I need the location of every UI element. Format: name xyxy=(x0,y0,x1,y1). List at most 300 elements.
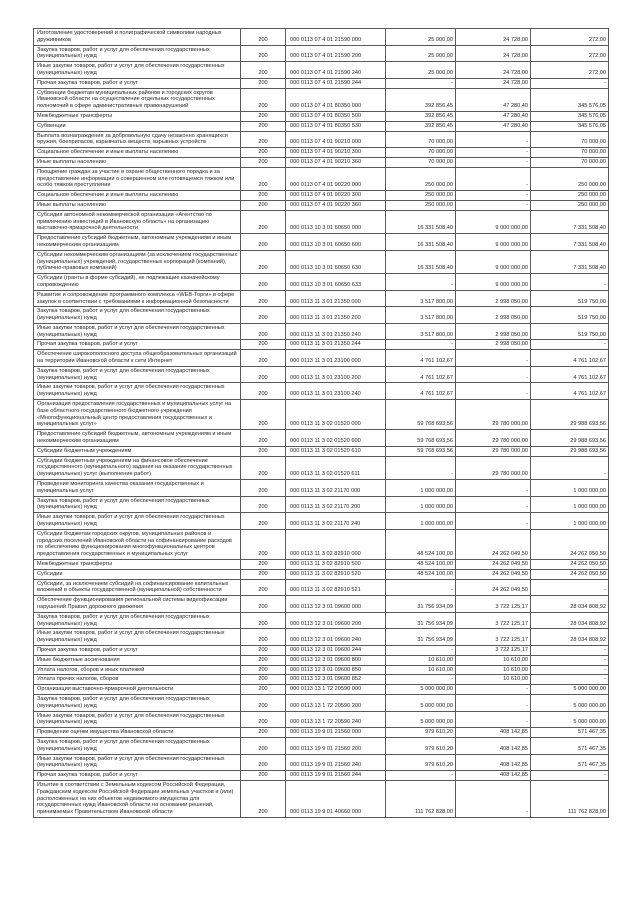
row-budget-code: 000 0113 07 4 01 21590 000 xyxy=(286,29,386,46)
table-row xyxy=(34,529,609,559)
row-executed-amount: 3 722 125,17 xyxy=(456,612,531,629)
row-executed-amount: 24 728,00 xyxy=(456,78,531,88)
row-executed-amount: 24 728,00 xyxy=(456,29,531,46)
row-name: Проведение оценки имущества Ивановской области xyxy=(34,728,241,738)
row-budget-code: 000 0113 19 9 01 21560 244 xyxy=(286,771,386,781)
row-unexecuted-amount: 571 467,35 xyxy=(531,754,609,771)
row-executed-amount: 2 998 050,00 xyxy=(456,290,531,307)
table-row xyxy=(34,629,609,646)
row-executed-amount: 3 722 125,17 xyxy=(456,645,531,655)
row-approved-amount: 25 000,00 xyxy=(386,29,456,46)
row-line-code: 200 xyxy=(241,45,286,62)
row-unexecuted-amount: - xyxy=(531,675,609,685)
row-budget-code: 000 0113 11 3 01 21350 240 xyxy=(286,323,386,340)
row-budget-code: 000 0113 07 4 01 90220 000 xyxy=(286,167,386,190)
table-row xyxy=(34,655,609,665)
row-budget-code: 000 0113 19 9 01 21560 000 xyxy=(286,728,386,738)
row-line-code: 200 xyxy=(241,78,286,88)
row-budget-code: 000 0113 12 3 01 09600 852 xyxy=(286,675,386,685)
row-approved-amount: 3 517 800,00 xyxy=(386,290,456,307)
row-executed-amount: - xyxy=(456,383,531,400)
row-line-code: 200 xyxy=(241,771,286,781)
table-row xyxy=(34,771,609,781)
row-name: Субсидии некоммерческим организациям (за исключением государственных (муниципальных) учреждений, государственных корпораций (компаний), публично-правовых компаний) xyxy=(34,250,241,273)
row-line-code: 200 xyxy=(241,307,286,324)
row-executed-amount: 2 998 050,00 xyxy=(456,340,531,350)
table-row xyxy=(34,29,609,46)
row-executed-amount: 9 000 000,00 xyxy=(456,234,531,251)
row-budget-code: 000 0113 11 3 02 01520 000 xyxy=(286,400,386,430)
row-budget-code: 000 0113 11 3 01 21350 200 xyxy=(286,307,386,324)
row-line-code: 200 xyxy=(241,350,286,367)
row-line-code: 200 xyxy=(241,754,286,771)
row-budget-code: 000 0113 12 3 01 09600 200 xyxy=(286,612,386,629)
row-line-code: 200 xyxy=(241,323,286,340)
row-unexecuted-amount: 519 750,00 xyxy=(531,290,609,307)
row-name: Развитие и сопровождение программного комплекса «WEB-Торги» в сфере закупок в соответствии с требованиями к информационной безопасности xyxy=(34,290,241,307)
row-name: Прочая закупка товаров, работ и услуг xyxy=(34,340,241,350)
row-executed-amount: 408 142,85 xyxy=(456,754,531,771)
row-unexecuted-amount: 571 467,35 xyxy=(531,737,609,754)
row-executed-amount: - xyxy=(456,131,531,148)
row-unexecuted-amount: 24 262 050,50 xyxy=(531,529,609,559)
row-budget-code: 000 0113 07 4 01 80350 000 xyxy=(286,88,386,111)
row-executed-amount: 3 722 125,17 xyxy=(456,596,531,613)
row-line-code: 200 xyxy=(241,529,286,559)
row-budget-code: 000 0113 07 4 01 90210 000 xyxy=(286,131,386,148)
row-executed-amount: - xyxy=(456,513,531,530)
row-approved-amount: 59 768 693,56 xyxy=(386,400,456,430)
row-budget-code: 000 0113 07 4 01 90220 360 xyxy=(286,200,386,210)
row-line-code: 200 xyxy=(241,737,286,754)
budget-execution-table xyxy=(33,28,609,818)
row-line-code: 200 xyxy=(241,480,286,497)
row-unexecuted-amount: 5 000 000,00 xyxy=(531,685,609,695)
row-unexecuted-amount: 28 034 808,92 xyxy=(531,612,609,629)
row-name: Изготовление удостоверений и полиграфической символики народных дружинников xyxy=(34,29,241,46)
table-row xyxy=(34,323,609,340)
row-executed-amount: 47 280,40 xyxy=(456,111,531,121)
row-executed-amount: 29 780 000,00 xyxy=(456,400,531,430)
row-approved-amount: 31 756 934,09 xyxy=(386,612,456,629)
row-line-code: 200 xyxy=(241,210,286,233)
table-row xyxy=(34,191,609,201)
row-approved-amount: - xyxy=(386,645,456,655)
row-name: Иные закупки товаров, работ и услуг для обеспечения государственных (муниципальных) нужд xyxy=(34,383,241,400)
row-executed-amount: 9 000 000,00 xyxy=(456,210,531,233)
row-budget-code: 000 0113 11 3 02 82910 000 xyxy=(286,529,386,559)
row-budget-code: 000 0113 12 3 01 09600 850 xyxy=(286,665,386,675)
table-row xyxy=(34,88,609,111)
table-row xyxy=(34,430,609,447)
row-budget-code: 000 0113 13 1 72 20590 000 xyxy=(286,685,386,695)
table-row xyxy=(34,579,609,596)
row-line-code: 200 xyxy=(241,200,286,210)
row-name: Проведение мониторинга качества оказания государственных и муниципальных услуг xyxy=(34,480,241,497)
table-row xyxy=(34,612,609,629)
row-name: Иные выплаты населению xyxy=(34,157,241,167)
row-approved-amount: 250 000,00 xyxy=(386,200,456,210)
row-line-code: 200 xyxy=(241,685,286,695)
row-approved-amount: 5 000 000,00 xyxy=(386,685,456,695)
row-name: Иные закупки товаров, работ и услуг для обеспечения государственных (муниципальных) нужд xyxy=(34,513,241,530)
table-body xyxy=(34,29,609,818)
row-line-code: 200 xyxy=(241,513,286,530)
row-name: Субвенции бюджетам муниципальных районов и городских округов Ивановской области на осуществление отдельных государственных полномочий в сфере административных правонарушений xyxy=(34,88,241,111)
row-unexecuted-amount: 4 761 102,67 xyxy=(531,366,609,383)
row-approved-amount: 59 768 693,56 xyxy=(386,446,456,456)
table-row xyxy=(34,210,609,233)
row-approved-amount: 10 610,00 xyxy=(386,655,456,665)
table-row xyxy=(34,307,609,324)
row-executed-amount: 24 728,00 xyxy=(456,62,531,79)
row-line-code: 200 xyxy=(241,111,286,121)
row-budget-code: 000 0113 07 4 01 90210 360 xyxy=(286,157,386,167)
row-approved-amount: 16 331 508,40 xyxy=(386,250,456,273)
row-budget-code: 000 0113 19 9 01 21560 240 xyxy=(286,754,386,771)
row-line-code: 200 xyxy=(241,88,286,111)
table-row xyxy=(34,560,609,570)
row-unexecuted-amount: - xyxy=(531,771,609,781)
row-budget-code: 000 0113 11 3 02 82910 520 xyxy=(286,569,386,579)
row-approved-amount: - xyxy=(386,340,456,350)
row-line-code: 200 xyxy=(241,496,286,513)
table-row xyxy=(34,250,609,273)
row-executed-amount: - xyxy=(456,685,531,695)
table-row xyxy=(34,711,609,728)
row-name: Выплата вознаграждения за добровольную сдачу незаконно хранящихся оружия, боеприпасов, взрывчатых веществ, взрывных устройств xyxy=(34,131,241,148)
row-budget-code: 000 0113 10 3 01 60650 600 xyxy=(286,234,386,251)
row-unexecuted-amount: 250 000,00 xyxy=(531,191,609,201)
row-line-code: 200 xyxy=(241,148,286,158)
row-unexecuted-amount: 571 467,35 xyxy=(531,728,609,738)
row-line-code: 200 xyxy=(241,456,286,479)
row-line-code: 200 xyxy=(241,728,286,738)
row-budget-code: 000 0113 11 3 01 23100 240 xyxy=(286,383,386,400)
row-name: Закупка товаров, работ и услуг для обеспечения государственных (муниципальных) нужд xyxy=(34,694,241,711)
row-name: Закупка товаров, работ и услуг для обеспечения государственных (муниципальных) нужд xyxy=(34,45,241,62)
row-name: Иные выплаты населению xyxy=(34,200,241,210)
row-approved-amount: 3 517 800,00 xyxy=(386,323,456,340)
row-executed-amount: 47 280,40 xyxy=(456,88,531,111)
table-row xyxy=(34,121,609,131)
row-name: Субсидии, за исключением субсидий на софинансирование капитальных вложений в объекты государственной (муниципальной) собственности xyxy=(34,579,241,596)
row-approved-amount: 5 000 000,00 xyxy=(386,711,456,728)
row-unexecuted-amount: 272,00 xyxy=(531,62,609,79)
row-budget-code: 000 0113 07 4 01 21590 240 xyxy=(286,62,386,79)
row-name: Закупка товаров, работ и услуг для обеспечения государственных (муниципальных) нужд xyxy=(34,737,241,754)
row-unexecuted-amount: 5 000 000,00 xyxy=(531,711,609,728)
row-budget-code: 000 0113 11 3 01 23100 200 xyxy=(286,366,386,383)
row-unexecuted-amount: - xyxy=(531,655,609,665)
row-unexecuted-amount: 28 034 808,92 xyxy=(531,596,609,613)
row-approved-amount: 5 000 000,00 xyxy=(386,694,456,711)
row-name: Субсидии (гранты в форме субсидий), не подлежащие казначейскому сопровождению xyxy=(34,274,241,291)
row-executed-amount: - xyxy=(456,200,531,210)
row-name: Организация выставочно-ярмарочной деятельности xyxy=(34,685,241,695)
row-approved-amount: 250 000,00 xyxy=(386,167,456,190)
row-approved-amount: 70 000,00 xyxy=(386,148,456,158)
row-name: Субсидия автономной некоммерческой организации «Агентство по привлечению инвестиций в Ивановскую область» на организацию выставочно-ярмарочной деятельности xyxy=(34,210,241,233)
row-unexecuted-amount: 1 000 000,00 xyxy=(531,513,609,530)
row-executed-amount: - xyxy=(456,191,531,201)
row-budget-code: 000 0113 07 4 01 90210 300 xyxy=(286,148,386,158)
row-unexecuted-amount: 345 576,05 xyxy=(531,88,609,111)
row-name: Субсидии бюджетным учреждениям на финансовое обеспечение государственного (муниципального) задания на оказание государственных (муниципальных) услуг (выполнение работ) xyxy=(34,456,241,479)
row-executed-amount: 3 722 125,17 xyxy=(456,629,531,646)
row-unexecuted-amount: 29 988 693,56 xyxy=(531,400,609,430)
row-executed-amount: - xyxy=(456,496,531,513)
row-executed-amount: - xyxy=(456,694,531,711)
table-row xyxy=(34,446,609,456)
row-name: Иные закупки товаров, работ и услуг для обеспечения государственных (муниципальных) нужд xyxy=(34,629,241,646)
row-line-code: 200 xyxy=(241,645,286,655)
table-row xyxy=(34,569,609,579)
row-executed-amount: 2 998 050,00 xyxy=(456,323,531,340)
row-approved-amount: 392 856,45 xyxy=(386,121,456,131)
row-name: Закупка товаров, работ и услуг для обеспечения государственных (муниципальных) нужд xyxy=(34,612,241,629)
table-row xyxy=(34,45,609,62)
row-line-code: 200 xyxy=(241,711,286,728)
row-name: Закупка товаров, работ и услуг для обеспечения государственных (муниципальных) нужд xyxy=(34,366,241,383)
table-row xyxy=(34,665,609,675)
row-unexecuted-amount: - xyxy=(531,78,609,88)
row-approved-amount: - xyxy=(386,579,456,596)
row-name: Субвенции xyxy=(34,121,241,131)
row-executed-amount: 10 610,00 xyxy=(456,665,531,675)
row-line-code: 200 xyxy=(241,446,286,456)
row-approved-amount: 70 000,00 xyxy=(386,131,456,148)
row-name: Обеспечение функционирования региональной системы видеофиксации нарушений Правил дорожного движения xyxy=(34,596,241,613)
row-name: Уплата прочих налогов, сборов xyxy=(34,675,241,685)
row-approved-amount: 1 000 000,00 xyxy=(386,480,456,497)
row-budget-code: 000 0113 12 3 01 09600 000 xyxy=(286,596,386,613)
row-budget-code: 000 0113 11 3 01 21350 244 xyxy=(286,340,386,350)
row-line-code: 200 xyxy=(241,290,286,307)
row-name: Иные закупки товаров, работ и услуг для обеспечения государственных (муниципальных) нужд xyxy=(34,711,241,728)
row-budget-code: 000 0113 07 4 01 21590 244 xyxy=(286,78,386,88)
row-executed-amount: - xyxy=(456,780,531,817)
row-approved-amount: - xyxy=(386,78,456,88)
row-budget-code: 000 0113 07 4 01 80350 530 xyxy=(286,121,386,131)
row-unexecuted-amount: 4 761 102,67 xyxy=(531,350,609,367)
row-unexecuted-amount: 519 750,00 xyxy=(531,307,609,324)
row-unexecuted-amount: - xyxy=(531,340,609,350)
row-executed-amount: 9 000 000,00 xyxy=(456,250,531,273)
row-line-code: 200 xyxy=(241,780,286,817)
row-executed-amount: 24 262 049,50 xyxy=(456,569,531,579)
row-name: Поощрение граждан за участие в охране общественного порядка и за предоставление информации о совершенном или готовящемся тяжком или особо тяжком преступлении xyxy=(34,167,241,190)
row-budget-code: 000 0113 19 9 01 21560 200 xyxy=(286,737,386,754)
row-name: Межбюджетные трансферты xyxy=(34,560,241,570)
table-row xyxy=(34,400,609,430)
row-executed-amount: 408 142,85 xyxy=(456,737,531,754)
row-executed-amount: 408 142,85 xyxy=(456,728,531,738)
row-budget-code: 000 0113 10 3 01 60650 633 xyxy=(286,274,386,291)
row-name: Прочая закупка товаров, работ и услуг xyxy=(34,771,241,781)
row-line-code: 200 xyxy=(241,366,286,383)
row-approved-amount: 48 524 100,00 xyxy=(386,529,456,559)
row-line-code: 200 xyxy=(241,234,286,251)
table-row xyxy=(34,274,609,291)
row-name: Межбюджетные трансферты xyxy=(34,111,241,121)
row-budget-code: 000 0113 07 4 01 80350 500 xyxy=(286,111,386,121)
row-unexecuted-amount: 1 000 000,00 xyxy=(531,496,609,513)
row-approved-amount: - xyxy=(386,456,456,479)
row-unexecuted-amount: 28 034 808,92 xyxy=(531,629,609,646)
row-approved-amount: - xyxy=(386,675,456,685)
row-name: Изъятие в соответствии с Земельным кодексом Российской Федерации, Гражданским кодексом Российской Федерации земельных участков и (или) расположенных на них объектов недвижимого имущества для государственных нужд Ивановской области на основании решений, принимаемых Правительством Ивановской области xyxy=(34,780,241,817)
row-executed-amount: 24 262 049,50 xyxy=(456,529,531,559)
row-approved-amount: 4 761 102,67 xyxy=(386,366,456,383)
row-budget-code: 000 0113 11 3 02 01520 611 xyxy=(286,456,386,479)
row-approved-amount: 16 331 508,40 xyxy=(386,210,456,233)
table-row xyxy=(34,62,609,79)
table-row xyxy=(34,456,609,479)
row-approved-amount: 979 610,20 xyxy=(386,754,456,771)
table-row xyxy=(34,383,609,400)
row-name: Субсидии xyxy=(34,569,241,579)
row-unexecuted-amount: - xyxy=(531,456,609,479)
row-approved-amount: 250 000,00 xyxy=(386,191,456,201)
row-executed-amount: 24 728,00 xyxy=(456,45,531,62)
table-row xyxy=(34,366,609,383)
row-approved-amount: 31 756 934,09 xyxy=(386,596,456,613)
row-unexecuted-amount: - xyxy=(531,274,609,291)
table-row xyxy=(34,200,609,210)
row-line-code: 200 xyxy=(241,612,286,629)
table-row xyxy=(34,78,609,88)
row-approved-amount: 48 524 100,00 xyxy=(386,560,456,570)
row-executed-amount: 10 610,00 xyxy=(456,675,531,685)
row-budget-code: 000 0113 11 3 02 21170 240 xyxy=(286,513,386,530)
row-line-code: 200 xyxy=(241,131,286,148)
row-budget-code: 000 0113 12 3 01 09600 800 xyxy=(286,655,386,665)
row-approved-amount: 979 610,20 xyxy=(386,728,456,738)
row-approved-amount: - xyxy=(386,771,456,781)
row-budget-code: 000 0113 12 3 01 09600 244 xyxy=(286,645,386,655)
row-budget-code: 000 0113 11 3 02 21170 200 xyxy=(286,496,386,513)
row-budget-code: 000 0113 19 9 01 40660 000 xyxy=(286,780,386,817)
row-unexecuted-amount: 7 331 508,40 xyxy=(531,250,609,273)
row-approved-amount: 3 517 800,00 xyxy=(386,307,456,324)
row-executed-amount: 29 780 000,00 xyxy=(456,456,531,479)
row-unexecuted-amount: 250 000,00 xyxy=(531,200,609,210)
row-unexecuted-amount: - xyxy=(531,645,609,655)
row-budget-code: 000 0113 11 3 02 82910 521 xyxy=(286,579,386,596)
row-approved-amount: 31 756 934,09 xyxy=(386,629,456,646)
row-approved-amount: 111 762 828,00 xyxy=(386,780,456,817)
row-unexecuted-amount: 1 000 000,00 xyxy=(531,480,609,497)
table-row xyxy=(34,675,609,685)
row-approved-amount: 25 000,00 xyxy=(386,62,456,79)
row-name: Прочая закупка товаров, работ и услуг xyxy=(34,78,241,88)
row-executed-amount: 24 262 049,50 xyxy=(456,579,531,596)
row-executed-amount: 2 998 050,00 xyxy=(456,307,531,324)
row-approved-amount: 25 000,00 xyxy=(386,45,456,62)
row-approved-amount: 48 524 100,00 xyxy=(386,569,456,579)
row-unexecuted-amount: - xyxy=(531,665,609,675)
row-budget-code: 000 0113 13 1 72 20590 200 xyxy=(286,694,386,711)
row-unexecuted-amount: 5 000 000,00 xyxy=(531,694,609,711)
row-executed-amount: - xyxy=(456,350,531,367)
row-name: Уплата налогов, сборов и иных платежей xyxy=(34,665,241,675)
table-row xyxy=(34,340,609,350)
table-row xyxy=(34,694,609,711)
row-name: Социальное обеспечение и иные выплаты населению xyxy=(34,148,241,158)
row-line-code: 200 xyxy=(241,157,286,167)
table-row xyxy=(34,167,609,190)
row-approved-amount: 392 856,45 xyxy=(386,111,456,121)
row-approved-amount: 59 768 693,56 xyxy=(386,430,456,447)
table-row xyxy=(34,480,609,497)
table-row xyxy=(34,157,609,167)
row-budget-code: 000 0113 11 3 02 01520 610 xyxy=(286,446,386,456)
row-executed-amount: 10 610,00 xyxy=(456,655,531,665)
row-name: Предоставление субсидий бюджетным, автономным учреждениям и иным некоммерческим организациям xyxy=(34,234,241,251)
row-executed-amount: - xyxy=(456,480,531,497)
row-name: Иные закупки товаров, работ и услуг для обеспечения государственных (муниципальных) нужд xyxy=(34,754,241,771)
row-executed-amount: 47 280,40 xyxy=(456,121,531,131)
row-approved-amount: 1 000 000,00 xyxy=(386,513,456,530)
row-name: Организация предоставления государственных и муниципальных услуг на базе областного государственного бюджетного учреждения «Многофункциональный центр предоставления государственных и муниципальных услуг» xyxy=(34,400,241,430)
row-unexecuted-amount: 111 762 828,00 xyxy=(531,780,609,817)
row-unexecuted-amount: 29 988 693,56 xyxy=(531,446,609,456)
table-row xyxy=(34,350,609,367)
row-name: Закупка товаров, работ и услуг для обеспечения государственных (муниципальных) нужд xyxy=(34,496,241,513)
row-unexecuted-amount: 345 576,05 xyxy=(531,121,609,131)
row-line-code: 200 xyxy=(241,29,286,46)
table-row xyxy=(34,596,609,613)
row-line-code: 200 xyxy=(241,274,286,291)
row-line-code: 200 xyxy=(241,655,286,665)
row-unexecuted-amount: 29 988 693,56 xyxy=(531,430,609,447)
row-unexecuted-amount: 70 000,00 xyxy=(531,157,609,167)
row-budget-code: 000 0113 12 3 01 09600 240 xyxy=(286,629,386,646)
row-approved-amount: 1 000 000,00 xyxy=(386,496,456,513)
row-unexecuted-amount: - xyxy=(531,579,609,596)
row-name: Субсидии бюджетам городских округов, муниципальных районов и городских поселений Ивановской области на софинансирование расходов по обеспечению функционирования многофункциональных центров предоставления государственных и муниципальных услуг xyxy=(34,529,241,559)
row-name: Социальное обеспечение и иные выплаты населению xyxy=(34,191,241,201)
row-line-code: 200 xyxy=(241,121,286,131)
row-budget-code: 000 0113 07 4 01 90220 300 xyxy=(286,191,386,201)
row-executed-amount: 29 780 000,00 xyxy=(456,446,531,456)
table-row xyxy=(34,131,609,148)
row-budget-code: 000 0113 13 1 72 20590 240 xyxy=(286,711,386,728)
row-approved-amount: 392 856,45 xyxy=(386,88,456,111)
row-approved-amount: 4 761 102,67 xyxy=(386,350,456,367)
row-executed-amount: - xyxy=(456,167,531,190)
row-name: Иные бюджетные ассигнования xyxy=(34,655,241,665)
row-name: Прочая закупка товаров, работ и услуг xyxy=(34,645,241,655)
row-name: Предоставление субсидий бюджетным, автономным учреждениям и иным некоммерческим организациям xyxy=(34,430,241,447)
row-budget-code: 000 0113 11 3 02 21170 000 xyxy=(286,480,386,497)
row-approved-amount: 70 000,00 xyxy=(386,157,456,167)
row-executed-amount: 24 262 049,50 xyxy=(456,560,531,570)
row-budget-code: 000 0113 11 3 02 82910 500 xyxy=(286,560,386,570)
row-budget-code: 000 0113 10 3 01 60650 000 xyxy=(286,210,386,233)
row-approved-amount: 979 610,20 xyxy=(386,737,456,754)
row-line-code: 200 xyxy=(241,191,286,201)
table-row xyxy=(34,685,609,695)
row-unexecuted-amount: 7 331 508,40 xyxy=(531,234,609,251)
table-row xyxy=(34,513,609,530)
row-name: Субсидии бюджетным учреждениям xyxy=(34,446,241,456)
table-row xyxy=(34,234,609,251)
table-row xyxy=(34,290,609,307)
row-approved-amount: 4 761 102,67 xyxy=(386,383,456,400)
table-row xyxy=(34,645,609,655)
